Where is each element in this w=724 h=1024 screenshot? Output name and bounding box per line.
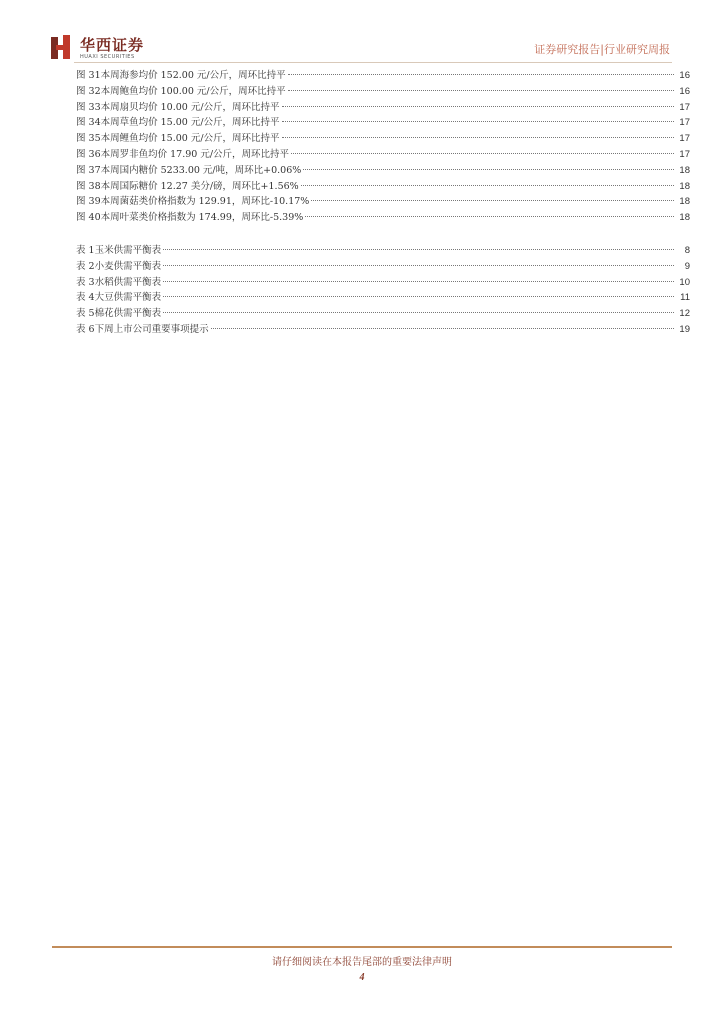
- toc-leader-dots: [282, 120, 674, 122]
- footer-disclaimer: 请仔细阅读在本报告尾部的重要法律声明: [272, 957, 452, 968]
- huaxi-logo-icon: [50, 33, 74, 61]
- toc-entry-title: 本周海参均价 152.00 元/公斤，周环比持平: [100, 70, 286, 81]
- figure-index-list: [76, 67, 690, 225]
- toc-entry-title: 本周国内糖价 5233.00 元/吨，周环比+0.06%: [100, 164, 302, 176]
- toc-entry[interactable]: [76, 146, 690, 162]
- toc-entry-title: 下周上市公司重要事项提示: [94, 323, 209, 335]
- toc-entry-label: 表 3: [76, 276, 95, 288]
- toc-entry-label: 图 35: [76, 133, 101, 145]
- toc-leader-dots: [282, 136, 674, 138]
- toc-entry-page: 18: [679, 212, 690, 224]
- toc-entry-page: 18: [679, 164, 690, 176]
- toc-entry-title: 本周国际糖价 12.27 美分/磅，周环比+1.56%: [100, 180, 299, 192]
- page-number: 4: [359, 972, 365, 983]
- toc-entry[interactable]: [76, 274, 690, 290]
- table-index-list: [76, 242, 690, 337]
- toc-leader-dots: [291, 152, 674, 154]
- toc-leader-dots: [311, 199, 674, 201]
- toc-entry-label: 图 37: [76, 164, 101, 176]
- toc-leader-dots: [163, 280, 674, 282]
- toc-entry[interactable]: [76, 114, 690, 130]
- toc-entry-label: 表 1: [76, 245, 95, 256]
- toc-entry-page: 16: [679, 85, 690, 97]
- toc-entry-page: 17: [679, 148, 690, 160]
- toc-leader-dots: [163, 311, 674, 313]
- toc-entry-page: 17: [679, 101, 690, 113]
- toc-leader-dots: [163, 248, 674, 250]
- toc-entry-page: 16: [679, 70, 690, 81]
- toc-entry-label: 表 5: [76, 308, 95, 320]
- toc-entry-page: 18: [679, 196, 690, 208]
- toc-entry[interactable]: [76, 193, 690, 209]
- toc-entry-page: 9: [684, 260, 690, 272]
- toc-entry[interactable]: [76, 321, 690, 337]
- toc-leader-dots: [301, 184, 674, 186]
- toc-entry-title: 大豆供需平衡表: [94, 292, 162, 304]
- toc-entry-title: 水稻供需平衡表: [94, 276, 162, 288]
- toc-entry-label: 图 31: [76, 70, 101, 81]
- toc-leader-dots: [288, 89, 674, 91]
- toc-entry-label: 表 6: [76, 323, 95, 335]
- toc-entry-page: 10: [679, 276, 690, 288]
- toc-entry[interactable]: [76, 242, 690, 258]
- toc-entry-label: 表 4: [76, 292, 95, 304]
- toc-entry-title: 本周扇贝均价 10.00 元/公斤，周环比持平: [100, 101, 280, 113]
- toc-entry-label: 图 40: [76, 212, 101, 224]
- toc-entry-page: 19: [679, 323, 690, 335]
- toc-entry-page: 17: [679, 133, 690, 145]
- toc-entry-title: 小麦供需平衡表: [94, 260, 162, 272]
- toc-entry[interactable]: [76, 99, 690, 115]
- toc-entry-label: 图 39: [76, 196, 101, 208]
- toc-entry-page: 12: [679, 308, 690, 320]
- page-header: [0, 0, 724, 70]
- report-type-label: 证券研究报告|行业研究周报: [534, 43, 670, 56]
- toc-entry-page: 8: [684, 245, 690, 256]
- toc-leader-dots: [282, 105, 674, 107]
- toc-leader-dots: [303, 168, 674, 170]
- toc-entry[interactable]: [76, 209, 690, 225]
- toc-entry-page: 18: [679, 180, 690, 192]
- toc-entry-title: 本周鲍鱼均价 100.00 元/公斤，周环比持平: [100, 85, 286, 97]
- toc-entry[interactable]: [76, 83, 690, 99]
- toc-entry-title: 本周罗非鱼均价 17.90 元/公斤，周环比持平: [100, 148, 290, 160]
- toc-entry-label: 图 38: [76, 180, 101, 192]
- toc-entry-label: 图 32: [76, 85, 101, 97]
- toc-entry-title: 本周叶菜类价格指数为 174.99，周环比-5.39%: [100, 212, 304, 224]
- toc-entry-label: 图 34: [76, 117, 101, 129]
- toc-entry-title: 玉米供需平衡表: [94, 245, 162, 256]
- toc-entry[interactable]: [76, 67, 690, 83]
- toc-entry-page: 17: [679, 117, 690, 129]
- toc-entry[interactable]: [76, 258, 690, 274]
- toc-entry[interactable]: [76, 130, 690, 146]
- toc-entry[interactable]: [76, 305, 690, 321]
- toc-leader-dots: [305, 215, 674, 217]
- huaxi-logo: [50, 33, 180, 65]
- toc-entry-page: 11: [680, 292, 690, 304]
- toc-leader-dots: [163, 295, 674, 297]
- toc-leader-dots: [211, 327, 674, 329]
- footer-divider: [52, 946, 672, 948]
- toc-leader-dots: [163, 264, 674, 266]
- toc-entry-title: 本周鲤鱼均价 15.00 元/公斤，周环比持平: [100, 133, 280, 145]
- toc-entry-title: 棉花供需平衡表: [94, 308, 162, 320]
- toc-entry[interactable]: [76, 178, 690, 194]
- logo-text-en: HUAXI SECURITIES: [80, 54, 135, 60]
- header-divider: [74, 62, 672, 63]
- toc-entry[interactable]: [76, 289, 690, 305]
- logo-text-cn: 华西证券: [80, 36, 145, 54]
- toc-entry-label: 图 33: [76, 101, 101, 113]
- toc-entry[interactable]: [76, 162, 690, 178]
- toc-entry-label: 图 36: [76, 148, 101, 160]
- toc-leader-dots: [288, 73, 674, 75]
- toc-entry-title: 本周草鱼均价 15.00 元/公斤，周环比持平: [100, 117, 280, 129]
- toc-entry-label: 表 2: [76, 260, 95, 272]
- toc-entry-title: 本周菌菇类价格指数为 129.91，周环比-10.17%: [100, 196, 310, 208]
